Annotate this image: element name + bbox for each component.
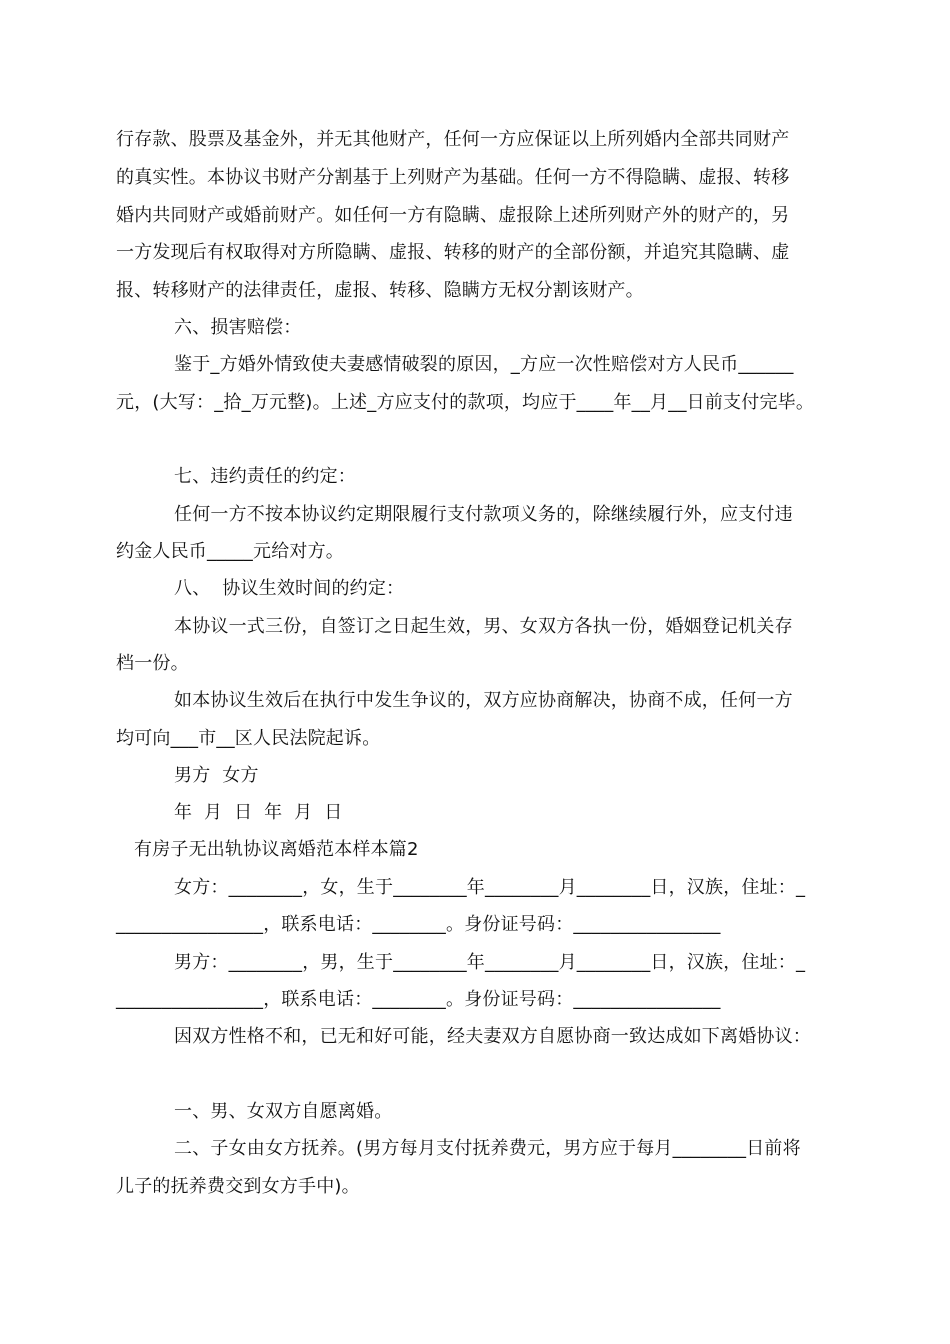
text-line: ________________，联系电话：________。身份证号码：________________ xyxy=(116,989,721,1010)
signature-line: 男方 女方 xyxy=(174,765,259,786)
text-line: 二、子女由女方抚养。(男方每月支付抚养费元，男方应于每月________日前将 xyxy=(174,1138,801,1159)
section-heading: 八、 协议生效时间的约定： xyxy=(174,578,405,599)
section-heading: 六、损害赔偿： xyxy=(174,317,302,338)
text-line: 鉴于_方婚外情致使夫妻感情破裂的原因，_方应一次性赔偿对方人民币______ xyxy=(174,354,794,375)
date-line: 年 月 日 年 月 日 xyxy=(174,802,343,823)
text-line: 本协议一式三份，自签订之日起生效，男、女双方各执一份，婚姻登记机关存 xyxy=(174,616,793,637)
text-line: 因双方性格不和，已无和好可能，经夫妻双方自愿协商一致达成如下离婚协议： xyxy=(174,1026,811,1047)
text-line: 任何一方不按本协议约定期限履行支付款项义务的，除继续履行外，应支付违 xyxy=(174,504,793,525)
text-line: 报、转移财产的法律责任，虚报、转移、隐瞒方无权分割该财产。 xyxy=(116,280,644,301)
text-line: 元，(大写：_拾_万元整)。上述_方应支付的款项，均应于____年__月__日前支付完毕。 xyxy=(116,392,815,413)
text-line: 如本协议生效后在执行中发生争议的，双方应协商解决，协商不成，任何一方 xyxy=(174,690,793,711)
text-line: 的真实性。本协议书财产分割基于上列财产为基础。任何一方不得隐瞒、虚报、转移 xyxy=(116,167,790,188)
text-line: 均可向___市__区人民法院起诉。 xyxy=(116,728,381,749)
text-line: 婚内共同财产或婚前财产。如任何一方有隐瞒、虚报除上述所列财产外的财产的，另 xyxy=(116,205,790,226)
text-line: 档一份。 xyxy=(116,653,189,674)
text-line: 约金人民币_____元给对方。 xyxy=(116,541,344,562)
text-line: 女方：________，女，生于________年________月________日，汉族，住址：_ xyxy=(174,877,806,898)
text-line: 一方发现后有权取得对方所隐瞒、虚报、转移的财产的全部份额，并追究其隐瞒、虚 xyxy=(116,242,790,263)
text-line: 儿子的抚养费交到女方手中)。 xyxy=(116,1176,360,1197)
section-heading: 一、男、女双方自愿离婚。 xyxy=(174,1101,393,1122)
text-line: 男方：________，男，生于________年________月________日，汉族，住址：_ xyxy=(174,952,806,973)
document-title: 有房子无出轨协议离婚范本样本篇2 xyxy=(134,839,419,860)
text-line: 行存款、股票及基金外，并无其他财产，任何一方应保证以上所列婚内全部共同财产 xyxy=(116,129,790,150)
text-line: ________________，联系电话：________。身份证号码：________________ xyxy=(116,914,721,935)
section-heading: 七、违约责任的约定： xyxy=(174,466,356,487)
